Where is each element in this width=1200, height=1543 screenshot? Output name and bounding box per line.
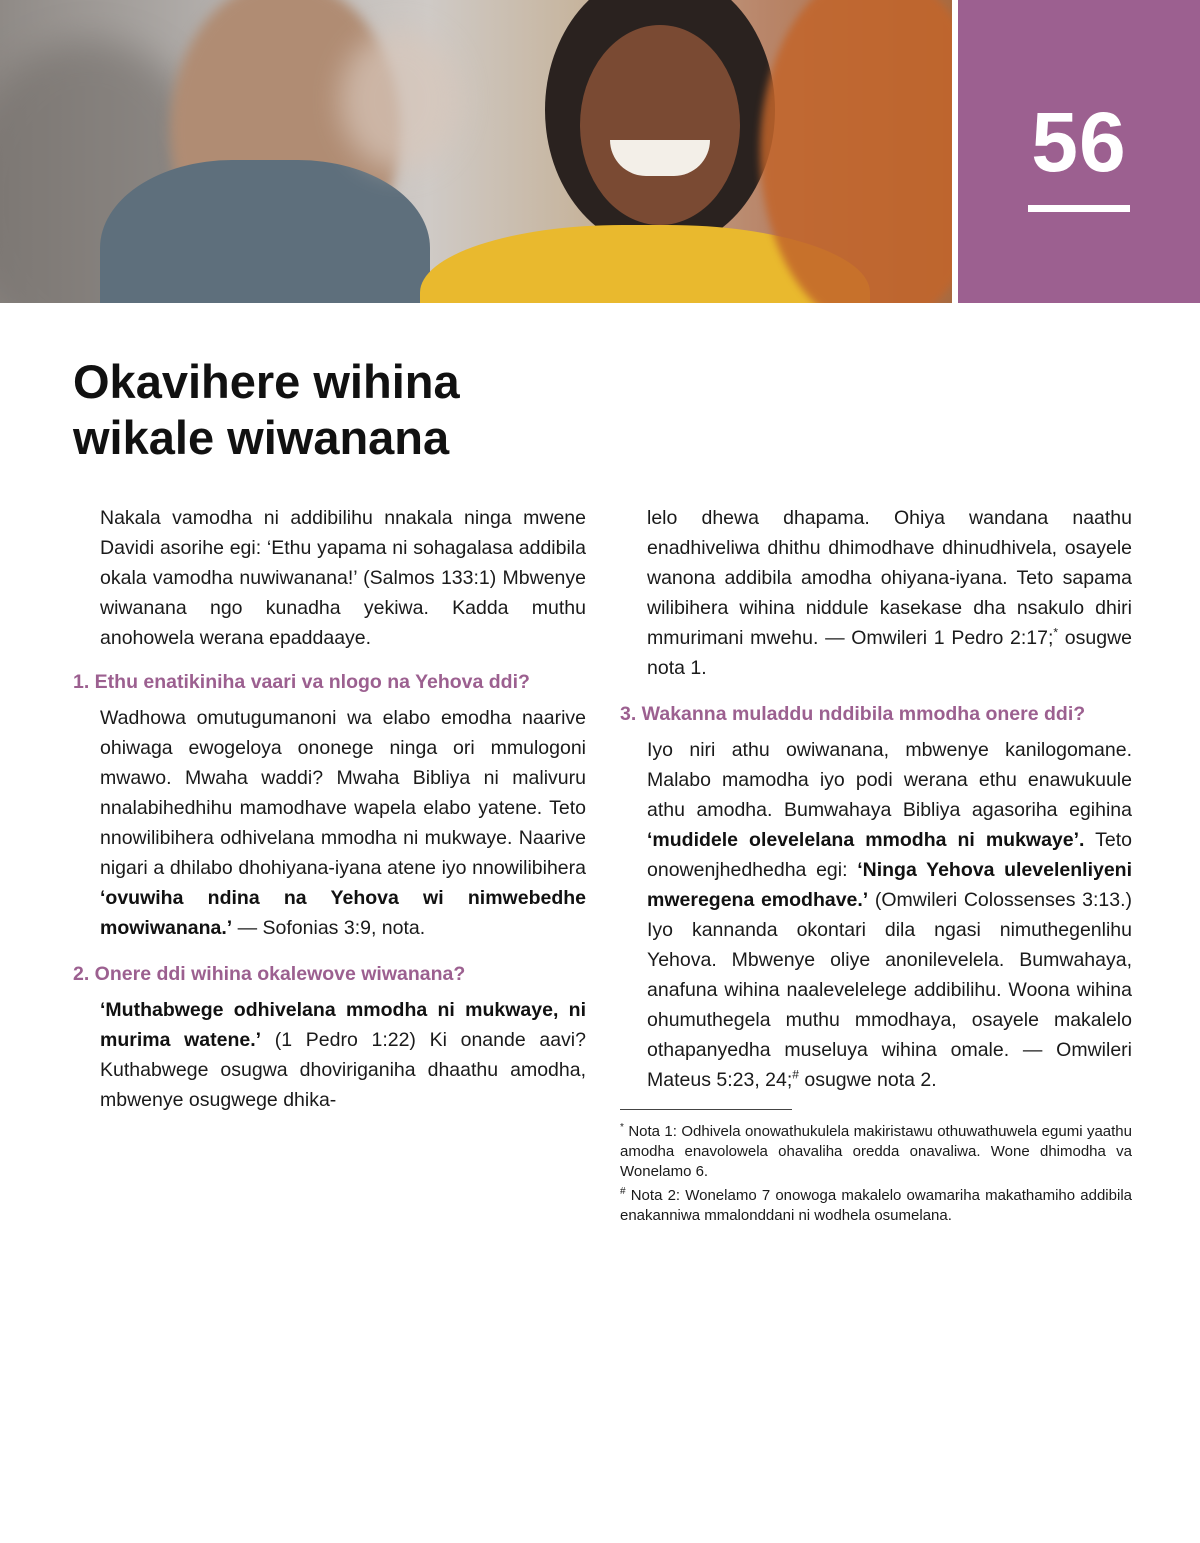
answer-2-continued: lelo dhewa dhapama. Ohiya wandana naathu enadhiveliwa dhithu dhimodhave dhinudhivela, osayele wanona addibila amodha ohiyana-iyana. Teto sapama wilibihera wihina niddule kasekase dha nsakulo dhiri mmurimani mwehu. — Omwileri 1 Pedro 2:17;* osugwe nota 1. xyxy=(647,507,1132,679)
right-column xyxy=(620,503,1132,1226)
footnote-divider xyxy=(620,1109,792,1110)
question-2: 2. Onere ddi wihina okalewove wiwanana? xyxy=(73,963,466,985)
footnote-ref-2[interactable]: # xyxy=(792,1067,799,1082)
intro-paragraph: Nakala vamodha ni addibilihu nnakala ninga mwene Davidi asorihe egi: ‘Ethu yapama ni sohagalasa addibila okala vamodha nuwiwanana!’ (Salmos 133:1) Mbwenye wiwanana ngo kunadha yekiwa. Kadda muthu anohowela werana epaddaaye. xyxy=(100,507,586,649)
scripture-quote: ‘mudidele olevelelana mmodha ni mukwaye’. xyxy=(647,829,1085,851)
answer-2-paragraph: ‘Muthabwege odhivelana mmodha ni mukwaye, ni murima watene.’ (1 Pedro 1:22) Ki onande aavi? Kuthabwege osugwa dhoviriganiha dhaathu amodha, mbwenye osugwege dhika- xyxy=(100,999,586,1111)
page-title-line-1: Okavihere wihina xyxy=(73,355,460,408)
footnote-1: * Nota 1: Odhivela onowathukulela makiristawu othuwathuwela egumi yaathu amodha enavolowela ohavaliha oredda onavaliwa. Wone dhimodha va Wonelamo 6. xyxy=(620,1122,1132,1180)
scripture-quote: ‘ovuwiha ndina na Yehova wi nimwebedhe mowiwanana.’ xyxy=(100,887,586,939)
lesson-number-box xyxy=(958,0,1200,303)
footnote-ref-1[interactable]: * xyxy=(1053,625,1059,640)
lesson-number: 56 xyxy=(1031,95,1127,189)
answer-1-paragraph: Wadhowa omutugumanoni wa elabo emodha naarive ohiwaga ewogeloya ononege ninga ori mmulogoni mwawo. Mwaha waddi? Mwaha Bibliya ni malivuru nnalabihedhihu mamodhave wapela elabo yatene. Teto nnowilibihera odhivelana mmodha ni mukwaye. Naarive nigari a dhilabo dhohiyana-iyana atene iyo nnowilibihera ‘ovuwiha ndina na Yehova wi nimwebedhe mowiwanana.’ — Sofonias 3:9, nota. xyxy=(100,707,586,939)
scripture-quote: ‘Ninga Yehova ulevelenliyeni mweregena emodhave.’ xyxy=(647,859,1132,911)
left-column xyxy=(73,503,586,1115)
question-1: 1. Ethu enatikiniha vaari va nlogo na Yehova ddi? xyxy=(73,671,530,693)
page-title xyxy=(73,354,460,466)
lesson-number-underline xyxy=(1028,205,1130,212)
question-3: 3. Wakanna muladdu nddibila mmodha onere ddi? xyxy=(620,703,1086,725)
header-photo xyxy=(0,0,952,303)
scripture-quote: ‘Muthabwege odhivelana mmodha ni mukwaye, ni murima watene.’ xyxy=(100,999,586,1051)
footnote-2: # Nota 2: Wonelamo 7 onowoga makalelo owamariha makathamiho addibila enakanniwa mmalonddani ni wodhela osumelana. xyxy=(620,1186,1132,1224)
page-title-line-2: wikale wiwanana xyxy=(73,411,450,464)
answer-3-paragraph: Iyo niri athu owiwanana, mbwenye kanilogomane. Malabo mamodha iyo podi werana ethu enawukuule athu amodha. Bumwahaya Bibliya agasoriha egihina ‘mudidele olevelelana mmodha ni mukwaye’. Teto onowenjhedhedha egi: ‘Ninga Yehova ulevelenliyeni mweregena emodhave.’ (Omwileri Colossenses 3:13.) Iyo kannanda okontari dila ngasi nimuthegenlihu Yehova. Mbwenye oliye anonilevelela. Bumwahaya, anafuna wihina naalevelelege addibilihu. Woona wihina ohumuthegela muthu mmodhaya, osayele makalelo othapanyedha museluya wihina omale. — Omwileri Mateus 5:23, 24;# osugwe nota 2. xyxy=(647,739,1132,1091)
